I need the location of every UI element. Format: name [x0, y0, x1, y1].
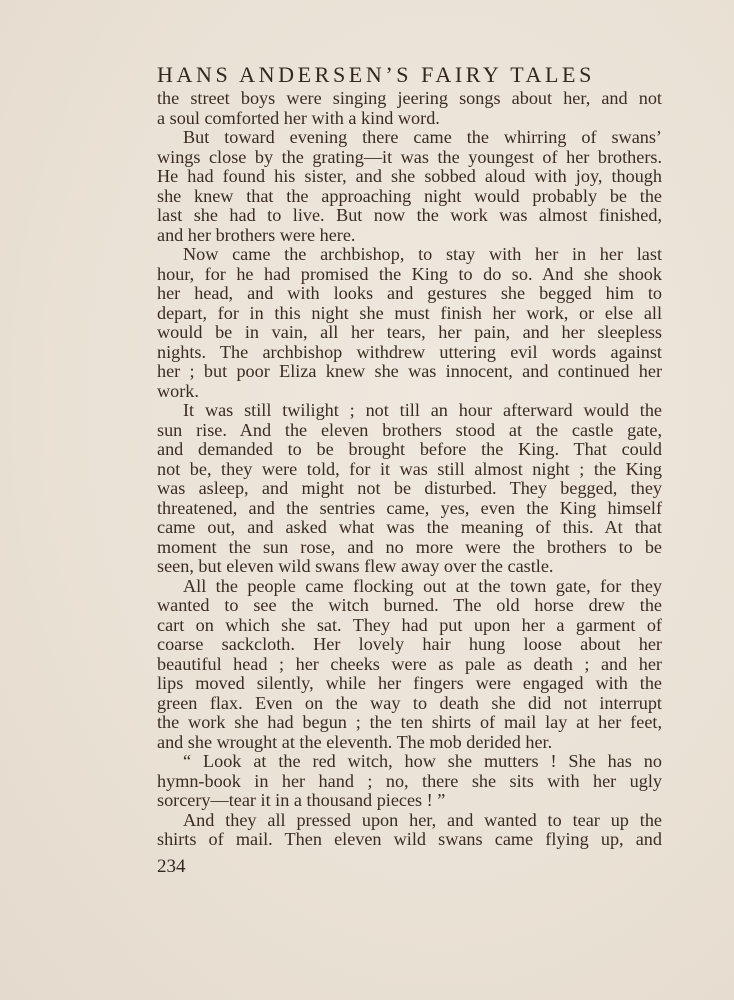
text-line: and her brothers were here.: [157, 224, 356, 245]
text-line: moment the sun rose, and no more were the brothers to be: [157, 536, 662, 557]
text-line: sorcery—tear it in a thousand pieces ! ”: [157, 790, 446, 810]
text-line: cart on which she sat. They had put upon her a garment of: [157, 614, 662, 635]
page-number: 234: [157, 856, 186, 877]
text-line: He had found his sister, and she sobbed aloud with joy, though: [157, 166, 662, 186]
text-line: And they all pressed upon her, and wanted to tear up the: [183, 809, 662, 830]
text-line: wanted to see the witch burned. The old horse drew the: [157, 595, 662, 615]
text-line: was asleep, and might not be disturbed. They begged, they: [157, 478, 662, 498]
text-line: threatened, and the sentries came, yes, even the King himself: [157, 497, 662, 518]
text-line: her ; but poor Eliza knew she was innocent, and continued her: [157, 361, 662, 381]
body-text: [157, 89, 662, 850]
text-line: nights. The archbishop withdrew uttering evil words against: [157, 341, 662, 362]
text-line: and demanded to be brought before the King. That could: [157, 439, 662, 459]
text-line: a soul comforted her with a kind word.: [157, 107, 440, 128]
text-line: lips moved silently, while her fingers were engaged with the: [157, 673, 662, 693]
text-line: “ Look at the red witch, how she mutters ! She has no: [183, 751, 662, 771]
text-line: sun rise. And the eleven brothers stood at the castle gate,: [157, 419, 662, 440]
text-line: hymn-book in her hand ; no, there she sits with her ugly: [157, 770, 662, 791]
text-line: beautiful head ; her cheeks were as pale as death ; and her: [157, 653, 662, 674]
text-line: depart, for in this night she must finish her work, or else all: [157, 302, 662, 323]
text-line: seen, but eleven wild swans flew away over the castle.: [157, 556, 554, 576]
text-line: and she wrought at the eleventh. The mob derided her.: [157, 731, 553, 752]
text-line: shirts of mail. Then eleven wild swans came flying up, and: [157, 829, 662, 849]
text-line: she knew that the approaching night would probably be the: [157, 185, 662, 206]
text-line: It was still twilight ; not till an hour afterward would the: [183, 400, 662, 420]
text-line: coarse sackcloth. Her lovely hair hung loose about her: [157, 634, 662, 654]
text-line: green flax. Even on the way to death she did not interrupt: [157, 692, 662, 713]
text-line: But toward evening there came the whirring of swans’: [183, 127, 662, 147]
text-line: hour, for he had promised the King to do so. And she shook: [157, 263, 662, 284]
text-line: not be, they were told, for it was still almost night ; the King: [157, 458, 662, 479]
text-line: the street boys were singing jeering songs about her, and not: [157, 88, 662, 108]
text-line: last she had to live. But now the work was almost finished,: [157, 205, 662, 225]
running-header: HANS ANDERSEN’S FAIRY TALES: [157, 62, 595, 87]
text-line: work.: [157, 380, 199, 401]
text-line: the work she had begun ; the ten shirts of mail lay at her feet,: [157, 712, 662, 732]
text-line: All the people came flocking out at the town gate, for they: [183, 575, 662, 596]
text-line: Now came the archbishop, to stay with her in her last: [183, 244, 662, 264]
text-line: wings close by the grating—it was the youngest of her brothers.: [157, 146, 662, 167]
text-line: came out, and asked what was the meaning of this. At that: [157, 517, 662, 537]
text-line: would be in vain, all her tears, her pain, and her sleepless: [157, 322, 662, 342]
text-line: her head, and with looks and gestures she begged him to: [157, 283, 662, 303]
